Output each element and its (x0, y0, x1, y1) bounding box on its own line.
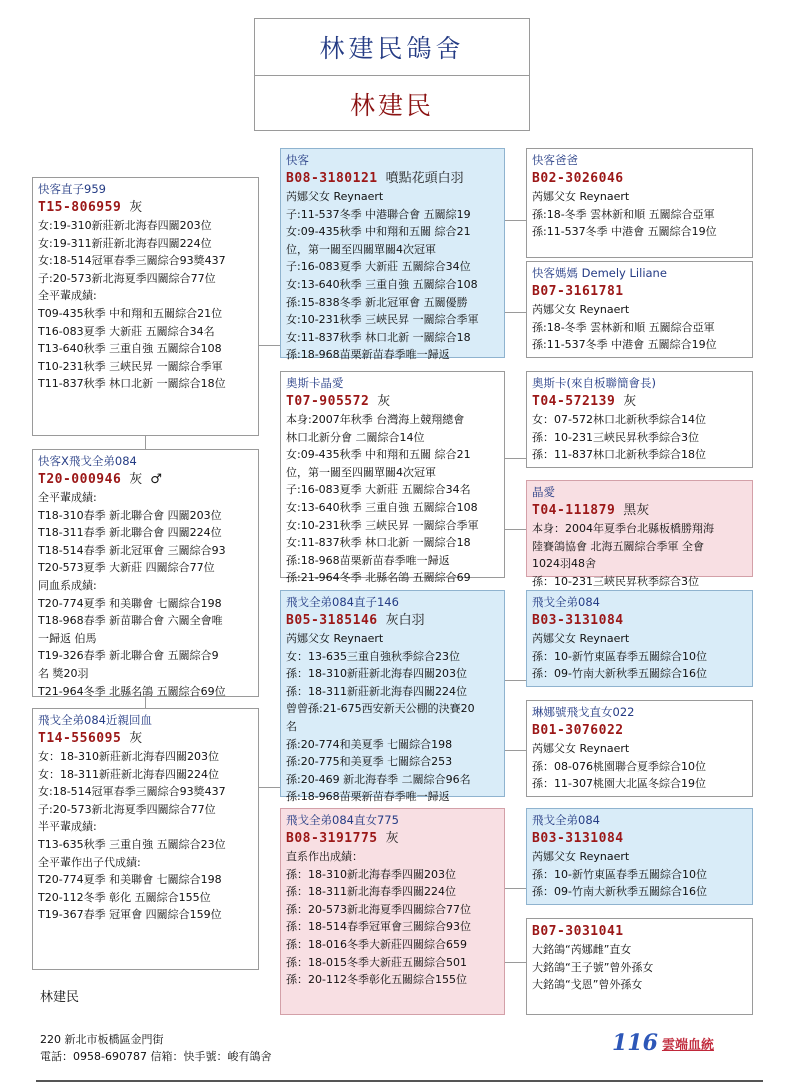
record-line: 女:11-837秋季 林口北新 一關綜合18 (286, 536, 471, 550)
bird-color: 灰 (129, 472, 143, 487)
logo-number: 116 (612, 1030, 658, 1056)
record-line: 孫：18-311新北海春季四關224位 (286, 885, 456, 899)
ring-number: T07-905572 (286, 394, 370, 409)
record-line: 大銘鴿“芮娜雌”直女 (532, 943, 632, 956)
ring-row (286, 611, 499, 630)
record-line: 孫:20-774和美夏季 七關綜合198 (286, 737, 453, 751)
pedigree-card-sire (32, 177, 259, 436)
record-line: 芮娜父女 Reynaert (532, 850, 630, 863)
owner-title: 林建民 (349, 91, 434, 120)
record-line: 同血系成績: (38, 578, 97, 592)
record-line: T16-083夏季 大新莊 五關綜合34名 (38, 324, 215, 338)
pedigree-card-sd (280, 371, 505, 585)
record-line: T20-774夏季 和美聯會 七關綜合198 (38, 596, 222, 610)
ring-row (286, 169, 499, 188)
card-header: 奧斯卡晶愛 (286, 376, 344, 390)
record-line: 孫：20-112冬季彰化五關綜合155位 (286, 973, 467, 987)
connector (505, 529, 526, 530)
card-header: 奧斯卡(來自板聯簡會長) (532, 376, 656, 390)
record-line: 女:18-514冠軍春季三關綜合93獎437 (38, 785, 226, 799)
record-line: 孫：10-新竹東區春季五關綜合10位 (532, 867, 707, 881)
record-line: 孫：11-837林口北新秋季綜合18位 (532, 448, 706, 462)
connector (505, 888, 526, 889)
record-line: 子:20-573新北海夏季四關綜合77位 (38, 802, 216, 816)
pedigree-card-dd (280, 808, 505, 1015)
ring-number: B07-3031041 (532, 924, 624, 939)
record-line: 孫：18-310新北海春季四關203位 (286, 867, 456, 881)
record-line: T20-774夏季 和美聯會 七關綜合198 (38, 873, 222, 887)
card-header: 晶愛 (532, 485, 555, 499)
pedigree-card-sds (526, 371, 753, 468)
card-header: 快客爸爸 (532, 153, 578, 167)
record-line: 女:18-514冠軍春季三關綜合93獎437 (38, 254, 226, 268)
card-header: 快客媽媽 Demely Liliane (532, 266, 667, 280)
record-line: 半平輩成績: (38, 820, 97, 834)
record-line: 女:10-231秋季 三峽民昇 一關綜合季軍 (286, 313, 479, 327)
ring-number: B08-3180121 (286, 171, 378, 186)
ring-number: B03-3131084 (532, 831, 624, 846)
bottom-rule (36, 1080, 763, 1082)
card-header: 飛戈全弟084直子146 (286, 595, 399, 609)
pedigree-card-dam (32, 449, 259, 697)
record-line: 孫:18-冬季 雲林新和順 五關綜合亞軍 (532, 207, 715, 221)
ring-row (532, 392, 747, 411)
connector (505, 750, 526, 751)
footer-address: 220 新北市板橋區金門街 (40, 1033, 164, 1046)
record-line: 孫:21-964冬季 北縣名鴿 五關綜合69 (286, 571, 471, 585)
record-line: 位，第一關至四關單關4次冠軍 (286, 242, 436, 256)
record-line: 孫:15-838冬季 新北冠軍會 五關優勝 (286, 295, 468, 309)
record-line: 大銘鴿“戈恩”曾外孫女 (532, 978, 643, 992)
card-header: 飛戈全弟084近親回血 (38, 713, 152, 727)
card-header: 飛戈全弟084 (532, 595, 600, 609)
record-line: 子:16-083夏季 大新莊 五關綜合34名 (286, 483, 471, 497)
record-line: 芮娜父女 Reynaert (286, 190, 384, 203)
record-line: 孫：08-076桃園聯合夏季綜合10位 (532, 759, 706, 773)
record-line: 芮娜父女 Reynaert (286, 632, 384, 645)
ring-row (38, 470, 253, 489)
ring-row (532, 721, 747, 740)
ring-row (532, 501, 747, 520)
record-line: T20-573夏季 大新莊 四關綜合77位 (38, 561, 215, 575)
ring-number: B08-3191775 (286, 831, 378, 846)
record-line: 林口北新分會 二關綜合14位 (286, 430, 425, 444)
ring-row (532, 922, 747, 941)
record-line: 孫：09-竹南大新秋季五關綜合16位 (532, 885, 707, 899)
card-header: 飛戈全弟084直女775 (286, 813, 399, 827)
record-line: 孫：11-307桃園大北區冬綜合19位 (532, 777, 706, 791)
record-line: 直系作出成績： (286, 850, 363, 863)
connector (505, 458, 526, 459)
pedigree-card-sdd (526, 480, 753, 588)
record-line: 女：07-572林口北新秋季綜合14位 (532, 413, 706, 426)
record-line: T18-514春季 新北冠軍會 三關綜合93 (38, 543, 226, 557)
record-line: T13-640秋季 三重自強 五關綜合108 (38, 342, 222, 356)
record-line: 女:13-640秋季 三重自強 五關綜合108 (286, 277, 478, 291)
loft-name: 林建民鴿舍 (255, 19, 529, 76)
connector (259, 787, 281, 788)
record-line: 孫：18-310新莊新北海春四關203位 (286, 667, 467, 681)
ring-number: B07-3161781 (532, 284, 624, 299)
bird-color: 灰 (377, 394, 391, 409)
record-line: T18-311春季 新北聯合會 四關224位 (38, 526, 222, 540)
record-line: 孫:18-968苗栗新苗春季唯一歸返 (286, 790, 450, 804)
record-line: 名 獎20羽 (38, 666, 89, 680)
record-line: 孫:11-537冬季 中港會 五關綜合19位 (532, 225, 717, 239)
pedigree-card-ddd (526, 918, 753, 1015)
record-line: T13-635秋季 三重自強 五關綜合23位 (38, 837, 226, 851)
ring-number: B05-3185146 (286, 613, 378, 628)
connector (505, 312, 526, 313)
ring-number: T20-000946 (38, 472, 122, 487)
record-line: T09-435秋季 中和翔和五關綜合21位 (38, 306, 223, 320)
record-line: 子:16-083夏季 大新莊 五關綜合34位 (286, 260, 471, 274)
record-line: T19-326春季 新北聯合會 五關綜合9 (38, 649, 219, 663)
record-line: 孫：18-015冬季大新莊五關綜合501 (286, 955, 467, 969)
record-line: 全平輩作出子代成績: (38, 855, 141, 869)
record-line: 孫：18-311新莊新北海春四關224位 (286, 684, 467, 698)
record-line: 全平輩成績: (38, 289, 97, 303)
bird-color: 灰 (129, 200, 143, 215)
record-line: 孫：20-573新北海夏季四關綜合77位 (286, 902, 471, 916)
record-line: 女：13-635三重自強秋季綜合23位 (286, 649, 460, 663)
record-line: 孫：10-231三峽民昇秋季綜合3位 (532, 574, 699, 588)
record-line: 子:11-537冬季 中港聯合會 五關綜19 (286, 207, 471, 221)
record-line: 女:10-231秋季 三峽民昇 一關綜合季軍 (286, 518, 479, 532)
record-line: 女：18-311新莊新北海春四關224位 (38, 767, 219, 781)
pedigree-card-ssd (526, 261, 753, 358)
pedigree-card-ss (280, 148, 505, 362)
record-line: 曾曾孫:21-675西安新天公棚的決賽20 (286, 702, 475, 716)
record-line: 女:19-310新莊新北海春四關203位 (38, 219, 212, 232)
record-line: 孫：18-514春季冠軍會三關綜合93位 (286, 920, 471, 934)
record-line: 大銘鴿“王子號”曾外孫女 (532, 960, 654, 974)
brand-logo (612, 1030, 714, 1056)
record-line: 全平輩成績: (38, 491, 97, 504)
connector (259, 345, 281, 346)
ring-row (38, 729, 253, 748)
bird-color: 灰白羽 (385, 613, 425, 628)
pedigree-card-dsd (526, 700, 753, 797)
ring-row (38, 198, 253, 217)
record-line: T20-112冬季 彰化 五關綜合155位 (38, 890, 211, 904)
record-line: 女:09-435秋季 中和翔和五關 綜合21 (286, 225, 471, 239)
pedigree-card-dss (526, 590, 753, 687)
record-line: 陸賽鴿協會 北海五關綜合季軍 全會 (532, 539, 704, 553)
record-line: 名 (286, 719, 297, 733)
record-line: 孫:18-968苗栗新苗春季唯一歸返 (286, 553, 450, 567)
record-line: 女:11-837秋季 林口北新 一關綜合18 (286, 330, 471, 344)
record-line: 一歸返 伯馬 (38, 631, 97, 645)
owner-signature: 林建民 (40, 990, 80, 1005)
record-line: T21-964冬季 北縣名鴿 五關綜合69位 (38, 684, 226, 698)
record-line: 芮娜父女 Reynaert (532, 632, 630, 645)
record-line: 芮娜父女 Reynaert (532, 303, 630, 316)
record-line: 孫:18-冬季 雲林新和順 五關綜合亞軍 (532, 320, 715, 334)
record-line: 1024羽48舍 (532, 557, 596, 571)
record-line: 孫:11-537冬季 中港會 五關綜合19位 (532, 338, 717, 352)
pedigree-card-ds (280, 590, 505, 804)
bird-color: 黑灰 (623, 503, 650, 518)
record-line: 女:13-640秋季 三重自強 五關綜合108 (286, 500, 478, 514)
pedigree-card-third (32, 708, 259, 970)
record-line: 芮娜父女 Reynaert (532, 742, 630, 755)
ring-row (286, 392, 499, 411)
record-line: T10-231秋季 三峽民昇 一關綜合季軍 (38, 359, 223, 373)
record-line: T18-968春季 新苗聯合會 六關全會唯 (38, 614, 223, 628)
card-header: 快客直子959 (38, 182, 106, 196)
ring-row (532, 611, 747, 630)
ring-row (532, 829, 747, 848)
record-line: T18-310春季 新北聯合會 四關203位 (38, 508, 222, 522)
record-line: T11-837秋季 林口北新 一關綜合18位 (38, 377, 226, 391)
connector (505, 680, 526, 681)
card-header: 飛戈全弟084 (532, 813, 600, 827)
ring-number: B02-3026046 (532, 171, 624, 186)
ring-number: T04-111879 (532, 503, 616, 518)
bird-color: 灰 (385, 831, 399, 846)
record-line: 孫：18-016冬季大新莊四關綜合659 (286, 937, 467, 951)
card-header: 琳娜號飛戈直女022 (532, 705, 635, 719)
record-line: 孫：10-231三峽民昇秋季綜合3位 (532, 430, 699, 444)
connector (505, 220, 526, 221)
connector (505, 962, 526, 963)
record-line: 孫：10-新竹東區春季五關綜合10位 (532, 649, 707, 663)
card-header: 快客 (286, 153, 309, 167)
ring-number: T14-556095 (38, 731, 122, 746)
record-line: 女:09-435秋季 中和翔和五關 綜合21 (286, 448, 471, 462)
record-line: 子:20-573新北海夏季四關綜合77位 (38, 271, 216, 285)
ring-number: T04-572139 (532, 394, 616, 409)
ring-number: B01-3076022 (532, 723, 624, 738)
footer-contact: 電話：0958-690787 信箱：快手號：峻有鴿舍 (40, 1050, 272, 1063)
ring-row (532, 282, 747, 301)
bird-color: 噴點花頭白羽 (385, 171, 464, 186)
record-line: 孫:20-775和美夏季 七關綜合253 (286, 755, 453, 769)
bird-color: 灰 (129, 731, 143, 746)
ring-row (286, 829, 499, 848)
logo-text: 雲端血統 (661, 1038, 714, 1053)
record-line: 位，第一關至四關單關4次冠軍 (286, 465, 436, 479)
record-line: 芮娜父女 Reynaert (532, 190, 630, 203)
record-line: 女:19-311新莊新北海春四關224位 (38, 236, 212, 250)
record-line: 女：18-310新莊新北海春四關203位 (38, 750, 219, 763)
ring-number: T15-806959 (38, 200, 122, 215)
sex-symbol: ♂ (150, 472, 162, 487)
pedigree-card-dds (526, 808, 753, 905)
connector (145, 435, 146, 449)
record-line: 本身:2007年秋季 台灣海上競翔總會 (286, 413, 465, 426)
ring-row (532, 169, 747, 188)
record-line: 本身：2004年夏季台北縣板橋勝翔海 (532, 522, 714, 535)
pedigree-card-sss (526, 148, 753, 258)
record-line: T19-367春季 冠軍會 四關綜合159位 (38, 908, 222, 922)
bird-color: 灰 (623, 394, 637, 409)
card-header: 快客X飛戈全弟084 (38, 454, 137, 468)
ring-number: B03-3131084 (532, 613, 624, 628)
record-line: 孫：09-竹南大新秋季五關綜合16位 (532, 667, 707, 681)
record-line: 孫:18-968苗栗新苗春季唯一歸返 (286, 348, 450, 362)
title-box (254, 18, 530, 131)
record-line: 孫:20-469 新北海春季 二關綜合96名 (286, 772, 471, 786)
